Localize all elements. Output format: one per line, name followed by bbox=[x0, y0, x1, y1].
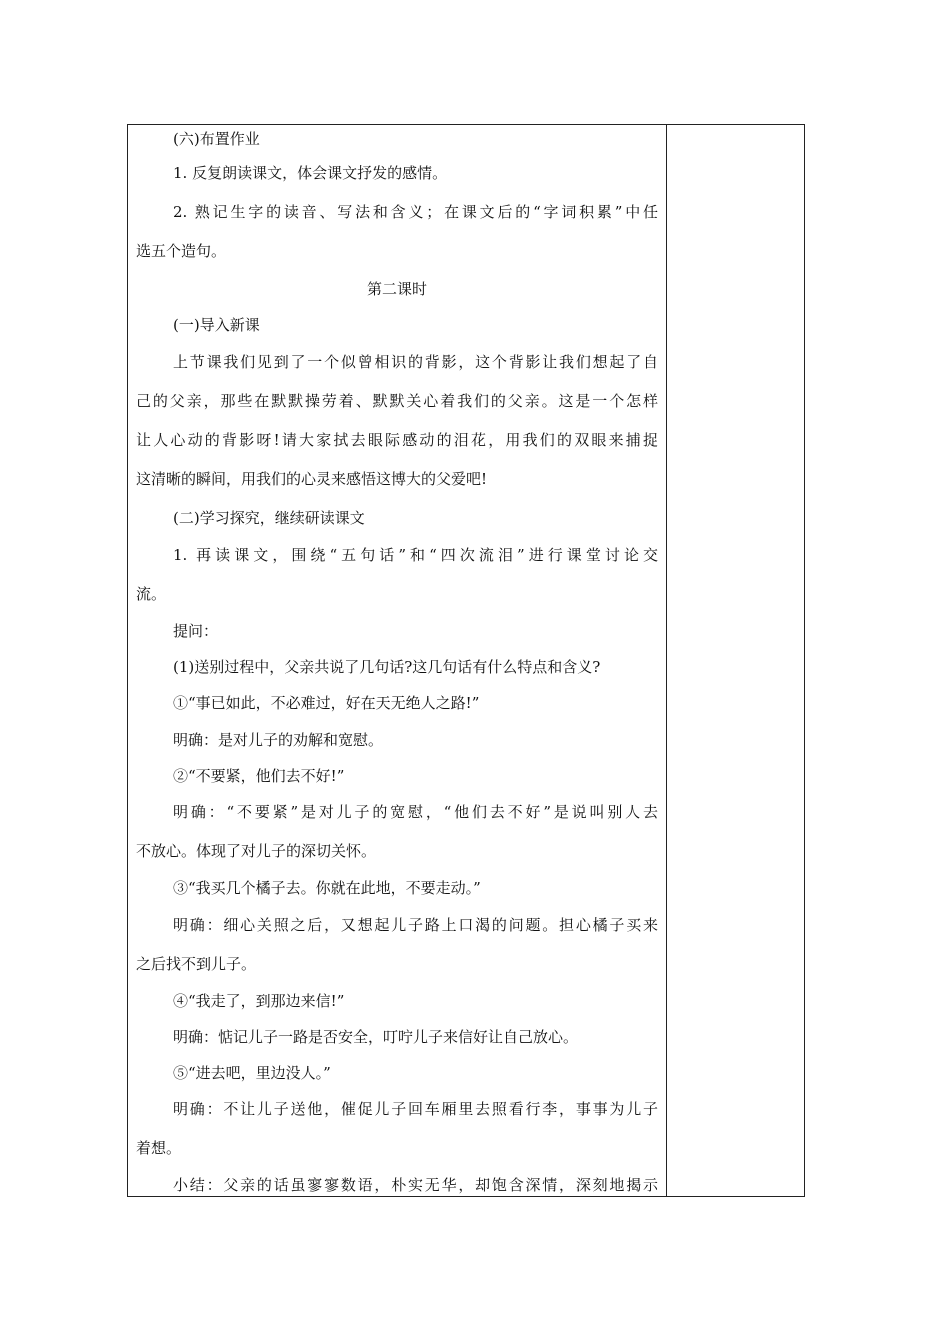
section-heading: (一)导入新课 bbox=[173, 316, 260, 334]
paragraph-line: 流。 bbox=[136, 585, 167, 603]
lesson-title: 第二课时 bbox=[366, 280, 427, 298]
notes-cell bbox=[667, 125, 804, 1196]
lesson-content-cell bbox=[128, 125, 666, 1196]
paragraph-line: 之后找不到儿子。 bbox=[136, 955, 257, 973]
homework-item: 2. 熟记生字的读音、写法和含义；在课文后的“字词积累”中任 bbox=[173, 203, 658, 221]
paragraph-line: 1. 再读课文，围绕“五句话”和“四次流泪”进行课堂讨论交 bbox=[173, 546, 658, 564]
question-line: (1)送别过程中，父亲共说了几句话?这几句话有什么特点和含义? bbox=[173, 658, 601, 676]
quote-line: ②“不要紧，他们去不好!” bbox=[173, 767, 345, 785]
quote-line: ①“事已如此，不必难过，好在天无绝人之路!” bbox=[173, 694, 480, 712]
summary-line: 小结：父亲的话虽寥寥数语，朴实无华，却饱含深情，深刻地揭示 bbox=[173, 1176, 658, 1194]
paragraph-line: 提问： bbox=[173, 622, 219, 640]
answer-line: 明确：不让儿子送他，催促儿子回车厢里去照看行李，事事为儿子 bbox=[173, 1100, 658, 1118]
answer-line: 明确：惦记儿子一路是否安全，叮咛儿子来信好让自己放心。 bbox=[173, 1028, 579, 1046]
quote-line: ④“我走了，到那边来信!” bbox=[173, 992, 345, 1010]
section-heading: (二)学习探究，继续研读课文 bbox=[173, 509, 365, 527]
answer-line: 明确：“不要紧”是对儿子的宽慰，“他们去不好”是说叫别人去 bbox=[173, 803, 658, 821]
paragraph-line: 不放心。体现了对儿子的深切关怀。 bbox=[136, 842, 377, 860]
quote-line: ③“我买几个橘子去。你就在此地，不要走动。” bbox=[173, 879, 481, 897]
paragraph-line: 这清晰的瞬间，用我们的心灵来感悟这博大的父爱吧! bbox=[136, 470, 488, 488]
paragraph-line: 上节课我们见到了一个似曾相识的背影，这个背影让我们想起了自 bbox=[173, 353, 658, 371]
paragraph-line: 着想。 bbox=[136, 1139, 182, 1157]
lesson-table bbox=[127, 124, 805, 1197]
homework-item: 1. 反复朗读课文，体会课文抒发的感情。 bbox=[173, 164, 448, 182]
answer-line: 明确：细心关照之后，又想起儿子路上口渴的问题。担心橘子买来 bbox=[173, 916, 658, 934]
quote-line: ⑤“进去吧，里边没人。” bbox=[173, 1064, 331, 1082]
paragraph-line: 己的父亲，那些在默默操劳着、默默关心着我们的父亲。这是一个怎样 bbox=[136, 392, 658, 410]
answer-line: 明确：是对儿子的劝解和宽慰。 bbox=[173, 731, 384, 749]
paragraph-line: 选五个造句。 bbox=[136, 242, 227, 260]
paragraph-line: 让人心动的背影呀!请大家拭去眼际感动的泪花，用我们的双眼来捕捉 bbox=[136, 431, 658, 449]
section-heading: (六)布置作业 bbox=[173, 130, 260, 148]
